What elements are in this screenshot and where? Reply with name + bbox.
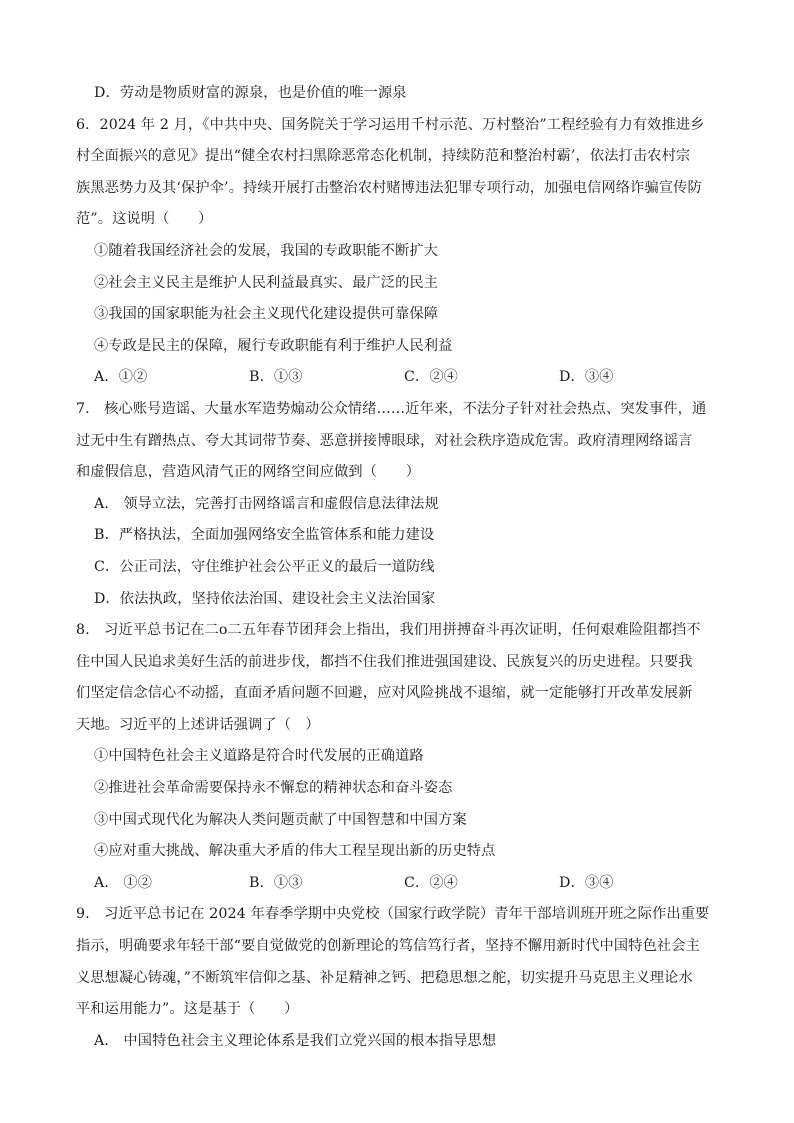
q8-choice-a[interactable]: A. ①② — [94, 874, 153, 891]
q7-option-d[interactable]: D．依法执政，坚持依法治国、建设社会主义法治国家 — [94, 590, 436, 607]
q9-stem-line-1: 9. 习近平总书记在 2024 年春季学期中央党校（国家行政学院）青年干部培训班开班之际作出重要 — [76, 906, 710, 923]
q8-choice-c[interactable]: C．②④ — [404, 874, 459, 891]
q6-choice-b[interactable]: B．①③ — [249, 369, 303, 386]
q7-option-a[interactable]: A. 领导立法，完善打击网络谣言和虚假信息法律法规 — [94, 495, 439, 512]
q9-option-a[interactable]: A. 中国特色社会主义理论体系是我们立党兴国的根本指导思想 — [94, 1032, 497, 1049]
q8-statement-1: ①中国特色社会主义道路是符合时代发展的正确道路 — [94, 748, 424, 765]
q6-statement-1: ①随着我国经济社会的发展，我国的专政职能不断扩大 — [94, 242, 439, 259]
q7-option-c[interactable]: C．公正司法，守住维护社会公平正义的最后一道防线 — [94, 558, 435, 575]
q8-choices — [76, 868, 724, 900]
question-6 — [76, 110, 724, 394]
q6-statement-3: ③我国的国家职能为社会主义现代化建设提供可靠保障 — [94, 306, 439, 323]
q8-stem-line-2: 住中国人民追求美好生活的前进步伐，都挡不住我们推进强国建设、民族复兴的历史进程。只要我 — [76, 653, 693, 670]
q6-statement-2: ②社会主义民主是维护人民利益最真实、最广泛的民主 — [94, 274, 439, 291]
q9-stem-line-2: 指示，明确要求年轻干部“要自觉做党的创新理论的笃信笃行者，坚持不懈用新时代中国特色社会主 — [76, 938, 700, 955]
q6-stem-line-3: 族黑恶势力及其‘保护伞’。持续开展打击整治农村赌博违法犯罪专项行动，加强电信网络诈骗宣传防 — [76, 179, 702, 196]
q7-stem-line-1: 7. 核心账号造谣、大量水军造势煽动公众情绪……近年来，不法分子针对社会热点、突发事件，通 — [76, 400, 707, 417]
q9-stem-line-4: 平和运用能力”。这是基于（ ） — [76, 1001, 299, 1018]
q8-stem-line-4: 天地。习近平的上述讲话强调了（ ） — [76, 716, 320, 733]
q8-choice-d[interactable]: D．③④ — [559, 874, 614, 891]
q7-stem-line-2: 过无中生有蹭热点、夸大其词带节奏、恶意拼接博眼球，对社会秩序造成危害。政府清理网络谣言 — [76, 432, 693, 449]
q7-stem-line-3: 和虚假信息，营造风清气正的网络空间应做到（ ） — [76, 464, 421, 481]
q6-choice-c[interactable]: C．②④ — [404, 369, 459, 386]
question-7 — [76, 394, 724, 615]
q6-statement-4: ④专政是民主的保障，履行专政职能有利于维护人民利益 — [94, 337, 453, 354]
q7-option-b[interactable]: B．严格执法，全面加强网络安全监管体系和能力建设 — [94, 527, 435, 544]
q8-statement-4: ④应对重大挑战、解决重大矛盾的伟大工程呈现出新的历史特点 — [94, 843, 496, 860]
question-9 — [76, 899, 724, 1057]
q8-stem-line-3: 们坚定信念信心不动摇，直面矛盾问题不回避，应对风险挑战不退缩，就一定能够打开改革发展新 — [76, 685, 693, 702]
q8-statement-3: ③中国式现代化为解决人类问题贡献了中国智慧和中国方案 — [94, 811, 467, 828]
question-8 — [76, 615, 724, 899]
q8-statement-2: ②推进社会革命需要保持永不懈怠的精神状态和奋斗姿态 — [94, 780, 453, 797]
q6-choice-d[interactable]: D．③④ — [559, 369, 614, 386]
q8-choice-b[interactable]: B．①③ — [249, 874, 303, 891]
q6-choices — [76, 362, 724, 394]
q6-choice-a[interactable]: A．①② — [94, 369, 148, 386]
q8-stem-line-1: 8. 习近平总书记在二o二五年春节团拜会上指出，我们用拼搏奋斗再次证明，任何艰难险阻都挡不 — [76, 622, 701, 639]
q6-stem-line-2: 村全面振兴的意见》提出“健全农村扫黑除恶常态化机制，持续防范和整治村霸’，依法打击农村宗 — [76, 148, 691, 165]
q6-stem-line-4: 范”。这说明（ ） — [76, 211, 213, 228]
q9-stem-line-3: 义思想凝心铸魂，”不断筑牢信仰之基、补足精神之钙、把稳思想之舵，切实提升马克思主义理论水 — [76, 969, 693, 986]
q6-stem-line-1: 6．2024 年 2 月，《中共中央、国务院关于学习运用千村示范、万村整治”工程经验有力有效推进乡 — [76, 116, 705, 133]
q5-option-d: D．劳动是物质财富的源泉，也是价值的唯一源泉 — [94, 85, 407, 101]
